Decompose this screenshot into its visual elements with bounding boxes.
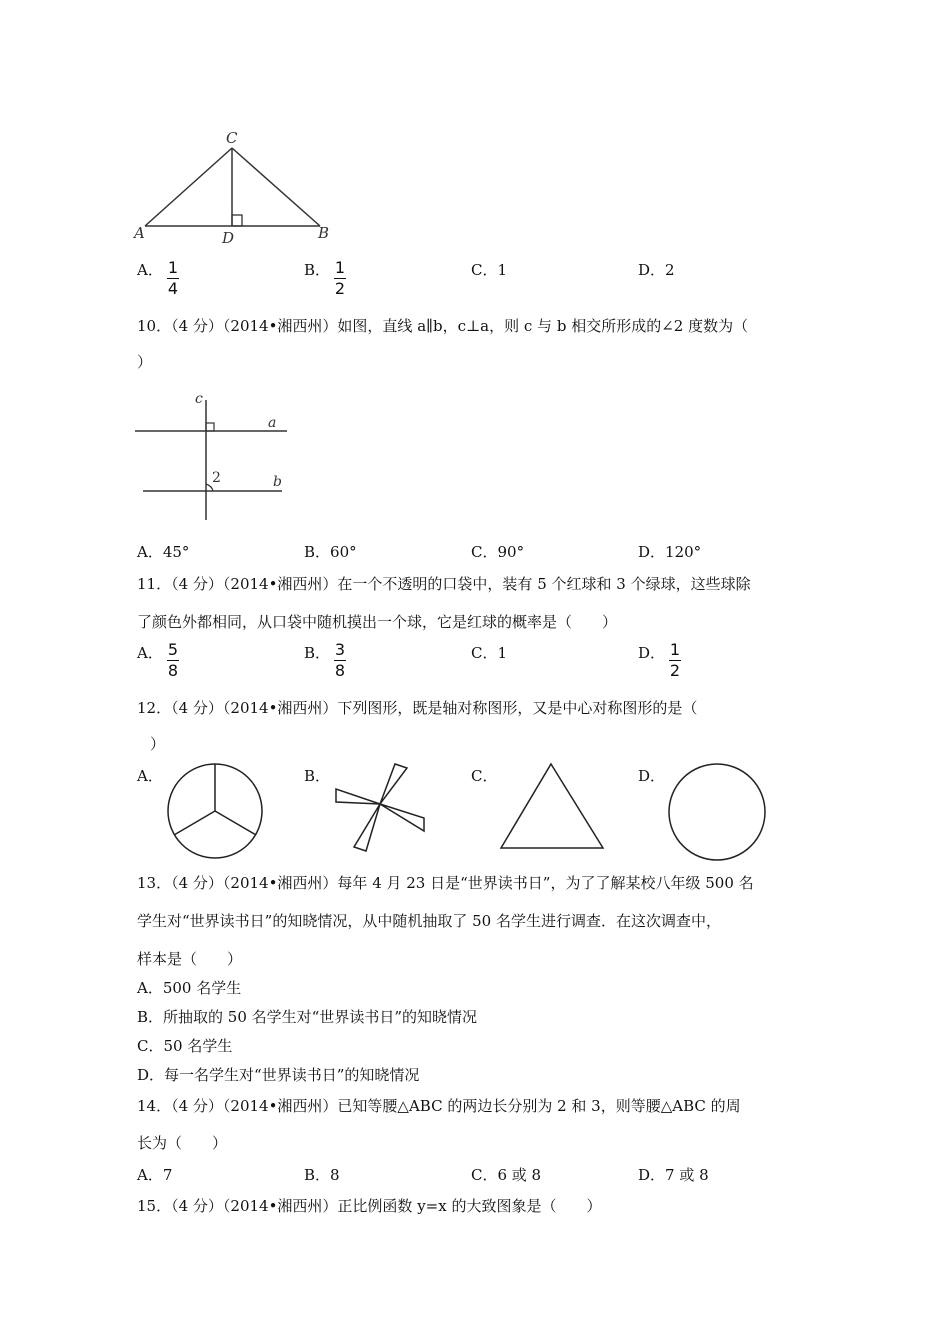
q9-option-b-label: B． [304, 261, 331, 279]
q11-option-b-denominator: 8 [334, 661, 346, 680]
q12-option-d-label: D． [638, 767, 666, 785]
vertex-a-label: A [134, 224, 145, 242]
q10-option-a: A．45° [137, 543, 190, 561]
circle-three-sectors-shape [160, 760, 270, 865]
line-a-label: a [268, 415, 277, 431]
q11-stem-line1: 11．（4 分）（2014•湘西州）在一个不透明的口袋中，装有 5 个红球和 3 个绿球，这些球除 [137, 575, 751, 593]
q14-stem-line1: 14．（4 分）（2014•湘西州）已知等腰△ABC 的两边长分别为 2 和 3，则等腰△ABC 的周 [137, 1097, 741, 1115]
q9-option-a-fraction [167, 260, 179, 297]
q11-option-d-denominator: 2 [669, 661, 681, 680]
equilateral-triangle-shape [495, 760, 610, 855]
q10-stem-line1: 10．（4 分）（2014•湘西州）如图，直线 a∥b，c⊥a，则 c 与 b 相交所形成的∠2 度数为（ [137, 317, 749, 335]
q15-stem-line1: 15．（4 分）（2014•湘西州）正比例函数 y=x 的大致图象是（ ） [137, 1197, 602, 1215]
vertex-c-label: C [226, 129, 238, 147]
q13-stem-line1: 13．（4 分）（2014•湘西州）每年 4 月 23 日是“世界读书日”，为了了解某校八年级 500 名 [137, 874, 754, 892]
q14-option-b: B．8 [304, 1166, 340, 1184]
q13-option-a: A．500 名学生 [137, 979, 242, 997]
vertex-b-label: B [318, 224, 330, 242]
q13-stem-line3: 样本是（ ） [137, 950, 243, 968]
q14-option-d: D．7 或 8 [638, 1166, 709, 1184]
q14-stem-line2: 长为（ ） [137, 1134, 228, 1152]
q13-stem-line2: 学生对“世界读书日”的知晓情况，从中随机抽取了 50 名学生进行调查．在这次调查中， [137, 912, 721, 930]
q10-stem-line2: ） [137, 353, 153, 371]
q13-option-c: C．50 名学生 [137, 1037, 233, 1055]
q11-option-d-numerator: 1 [669, 640, 681, 659]
q12-option-c-label: C． [471, 767, 498, 785]
q11-option-b-fraction [334, 642, 346, 679]
q11-option-a-label: A． [137, 644, 163, 662]
triangle-abc-figure [130, 125, 340, 250]
q11-option-a-fraction [167, 642, 179, 679]
q11-option-b-numerator: 3 [334, 640, 346, 659]
q11-option-d-fraction [669, 642, 681, 679]
q11-option-d-label: D． [638, 644, 666, 662]
line-c-label: c [195, 391, 203, 407]
q10-option-d: D．120° [638, 543, 702, 561]
q10-option-b: B．60° [304, 543, 357, 561]
q11-option-a-numerator: 5 [167, 640, 179, 659]
q14-option-a: A．7 [137, 1166, 173, 1184]
q9-option-b-denominator: 2 [334, 279, 346, 298]
line-b-label: b [273, 474, 282, 490]
q10-option-c: C．90° [471, 543, 525, 561]
q13-option-d: D．每一名学生对“世界读书日”的知晓情况 [137, 1066, 420, 1084]
q9-option-b-fraction [334, 260, 346, 297]
q12-stem-line1: 12．（4 分）（2014•湘西州）下列图形，既是轴对称图形，又是中心对称图形的是（ [137, 699, 698, 717]
q13-option-b: B．所抽取的 50 名学生对“世界读书日”的知晓情况 [137, 1008, 477, 1026]
q12-stem-line2: ） [150, 735, 166, 753]
vertex-d-label: D [222, 229, 235, 247]
q12-option-a-label: A． [137, 767, 163, 785]
q9-option-a-numerator: 1 [167, 258, 179, 277]
angle-2-label: 2 [212, 470, 221, 486]
q9-option-d: D．2 [638, 261, 675, 279]
q11-stem-line2: 了颜色外都相同，从口袋中随机摸出一个球，它是红球的概率是（ ） [137, 613, 618, 631]
q11-option-c: C．1 [471, 644, 508, 662]
q9-option-a-denominator: 4 [167, 279, 179, 298]
q14-option-c: C．6 或 8 [471, 1166, 542, 1184]
pinwheel-shape [330, 760, 430, 860]
q9-option-a-label: A． [137, 261, 163, 279]
q11-option-a-denominator: 8 [167, 661, 179, 680]
q9-option-c: C．1 [471, 261, 508, 279]
q11-option-b-label: B． [304, 644, 331, 662]
parallel-lines-figure [130, 388, 295, 523]
q12-option-b-label: B． [304, 767, 331, 785]
q9-option-b-numerator: 1 [334, 258, 346, 277]
circle-shape [663, 760, 773, 865]
